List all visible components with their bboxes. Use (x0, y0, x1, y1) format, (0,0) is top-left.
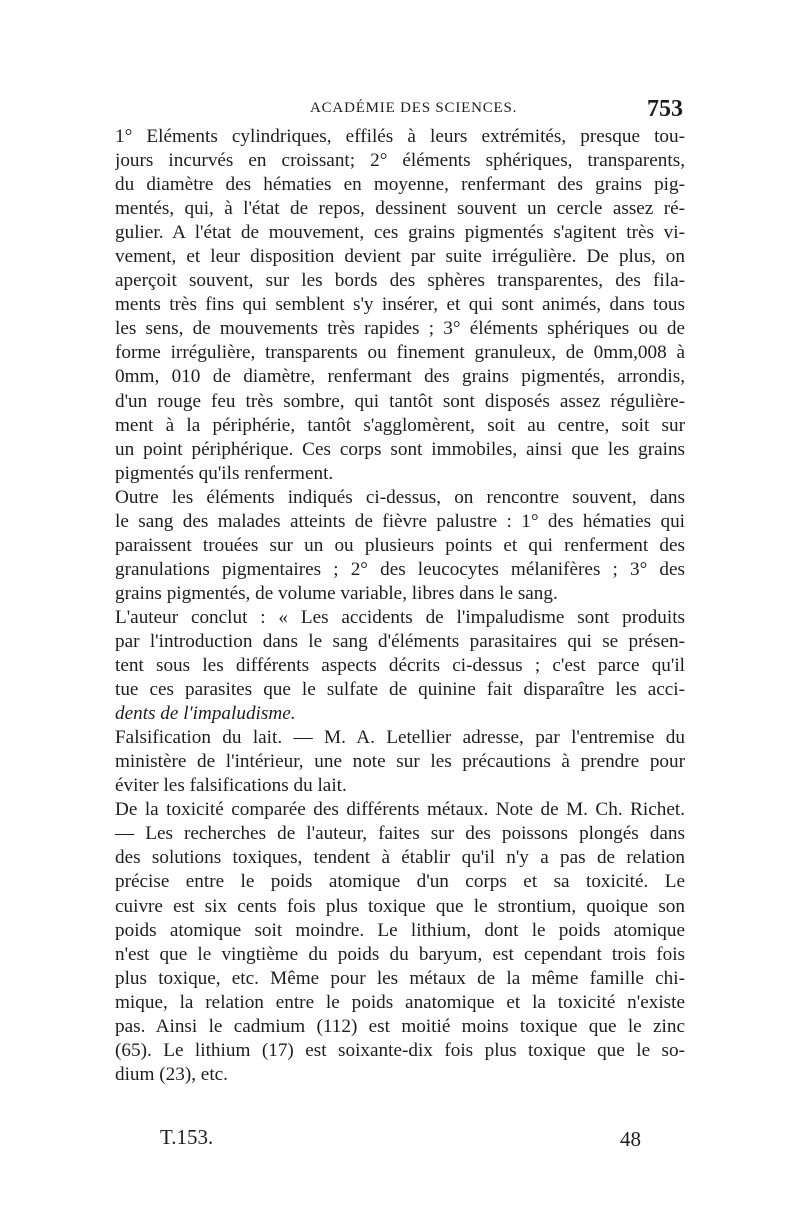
text-line: plus toxique, etc. Même pour les métaux de la même famille chi- (115, 967, 685, 989)
text-line: mentés, qui, à l'état de repos, dessinent souvent un cercle assez ré- (115, 198, 685, 220)
text-line: éviter les falsifications du lait. (115, 775, 347, 797)
text-line: forme irrégulière, transparents ou finement granuleux, de 0mm,008 à (115, 342, 685, 364)
text-line: 1° Eléments cylindriques, effilés à leurs extrémités, presque tou- (115, 126, 685, 147)
text-line: (65). Le lithium (17) est soixante-dix fois plus toxique que le so- (115, 1039, 685, 1061)
text-line: paraissent trouées sur un ou plusieurs points et qui renferment des (115, 534, 685, 556)
text-line: De la toxicité comparée des différents métaux. Note de M. Ch. Richet. (115, 799, 685, 821)
page-footer (160, 1125, 660, 1157)
text-line: 0mm, 010 de diamètre, renfermant des grains pigmentés, arrondis, (115, 366, 685, 388)
text-line: aperçoit souvent, sur les bords des sphères transparentes, des fila- (115, 270, 685, 292)
text-line: des solutions toxiques, tendent à établir qu'il n'y a pas de relation (115, 847, 685, 869)
signature-marker: 48 (620, 1127, 641, 1151)
text-line: jours incurvés en croissant; 2° éléments sphériques, transparents, (115, 150, 685, 172)
text-line: granulations pigmentaires ; 2° des leucocytes mélanifères ; 3° des (115, 558, 685, 580)
text-line: dents de l'impaludisme. (115, 703, 296, 725)
text-line: par l'introduction dans le sang d'éléments parasitaires qui se présen- (115, 630, 685, 652)
text-line: Falsification du lait. — M. A. Letellier adresse, par l'entremise du (115, 727, 685, 749)
text-line: pigmentés qu'ils renferment. (115, 462, 334, 484)
page-number: 753 (647, 96, 683, 122)
volume-marker: T.153. (160, 1125, 214, 1149)
text-line: du diamètre des hématies en moyenne, renfermant des grains pig- (115, 174, 685, 196)
text-line: ministère de l'intérieur, une note sur les précautions à prendre pour (115, 751, 685, 773)
text-line: L'auteur conclut : « Les accidents de l'impaludisme sont produits (115, 606, 685, 628)
text-line: le sang des malades atteints de fièvre palustre : 1° des hématies qui (115, 510, 685, 532)
text-line: poids atomique soit moindre. Le lithium, dont le poids atomique (115, 919, 685, 941)
text-line: tue ces parasites que le sulfate de quinine fait disparaître les acci- (115, 679, 685, 701)
text-line: dium (23), etc. (115, 1063, 228, 1085)
text-line: mique, la relation entre le poids anatomique et la toxicité n'existe (115, 991, 685, 1013)
text-line: d'un rouge feu très sombre, qui tantôt sont disposés assez régulière- (115, 390, 685, 412)
text-line: cuivre est six cents fois plus toxique que le strontium, quoique son (115, 895, 685, 917)
document-body (115, 125, 685, 1087)
text-line: vement, et leur disposition devient par suite irrégulière. De plus, on (115, 246, 685, 268)
text-line: pas. Ainsi le cadmium (112) est moitié moins toxique que le zinc (115, 1015, 685, 1037)
text-line: les sens, de mouvements très rapides ; 3° éléments sphériques ou de (115, 318, 685, 340)
text-line: gulier. A l'état de mouvement, ces grains pigmentés s'agitent très vi- (115, 222, 685, 244)
text-line: tent sous les différents aspects décrits ci-dessus ; c'est parce qu'il (115, 655, 685, 677)
text-line: — Les recherches de l'auteur, faites sur des poissons plongés dans (115, 823, 685, 845)
text-line: n'est que le vingtième du poids du baryum, est cependant trois fois (115, 943, 685, 965)
page-header (115, 96, 685, 122)
header-title: ACADÉMIE DES SCIENCES. (310, 100, 518, 116)
text-line: un point périphérique. Ces corps sont immobiles, ainsi que les grains (115, 438, 685, 460)
text-line: grains pigmentés, de volume variable, libres dans le sang. (115, 582, 558, 604)
text-line: Outre les éléments indiqués ci-dessus, on rencontre souvent, dans (115, 486, 685, 508)
text-line: précise entre le poids atomique d'un corps et sa toxicité. Le (115, 871, 685, 893)
text-line: ments très fins qui semblent s'y insérer, et qui sont animés, dans tous (115, 294, 685, 316)
text-line: ment à la périphérie, tantôt s'agglomèrent, soit au centre, soit sur (115, 414, 685, 436)
